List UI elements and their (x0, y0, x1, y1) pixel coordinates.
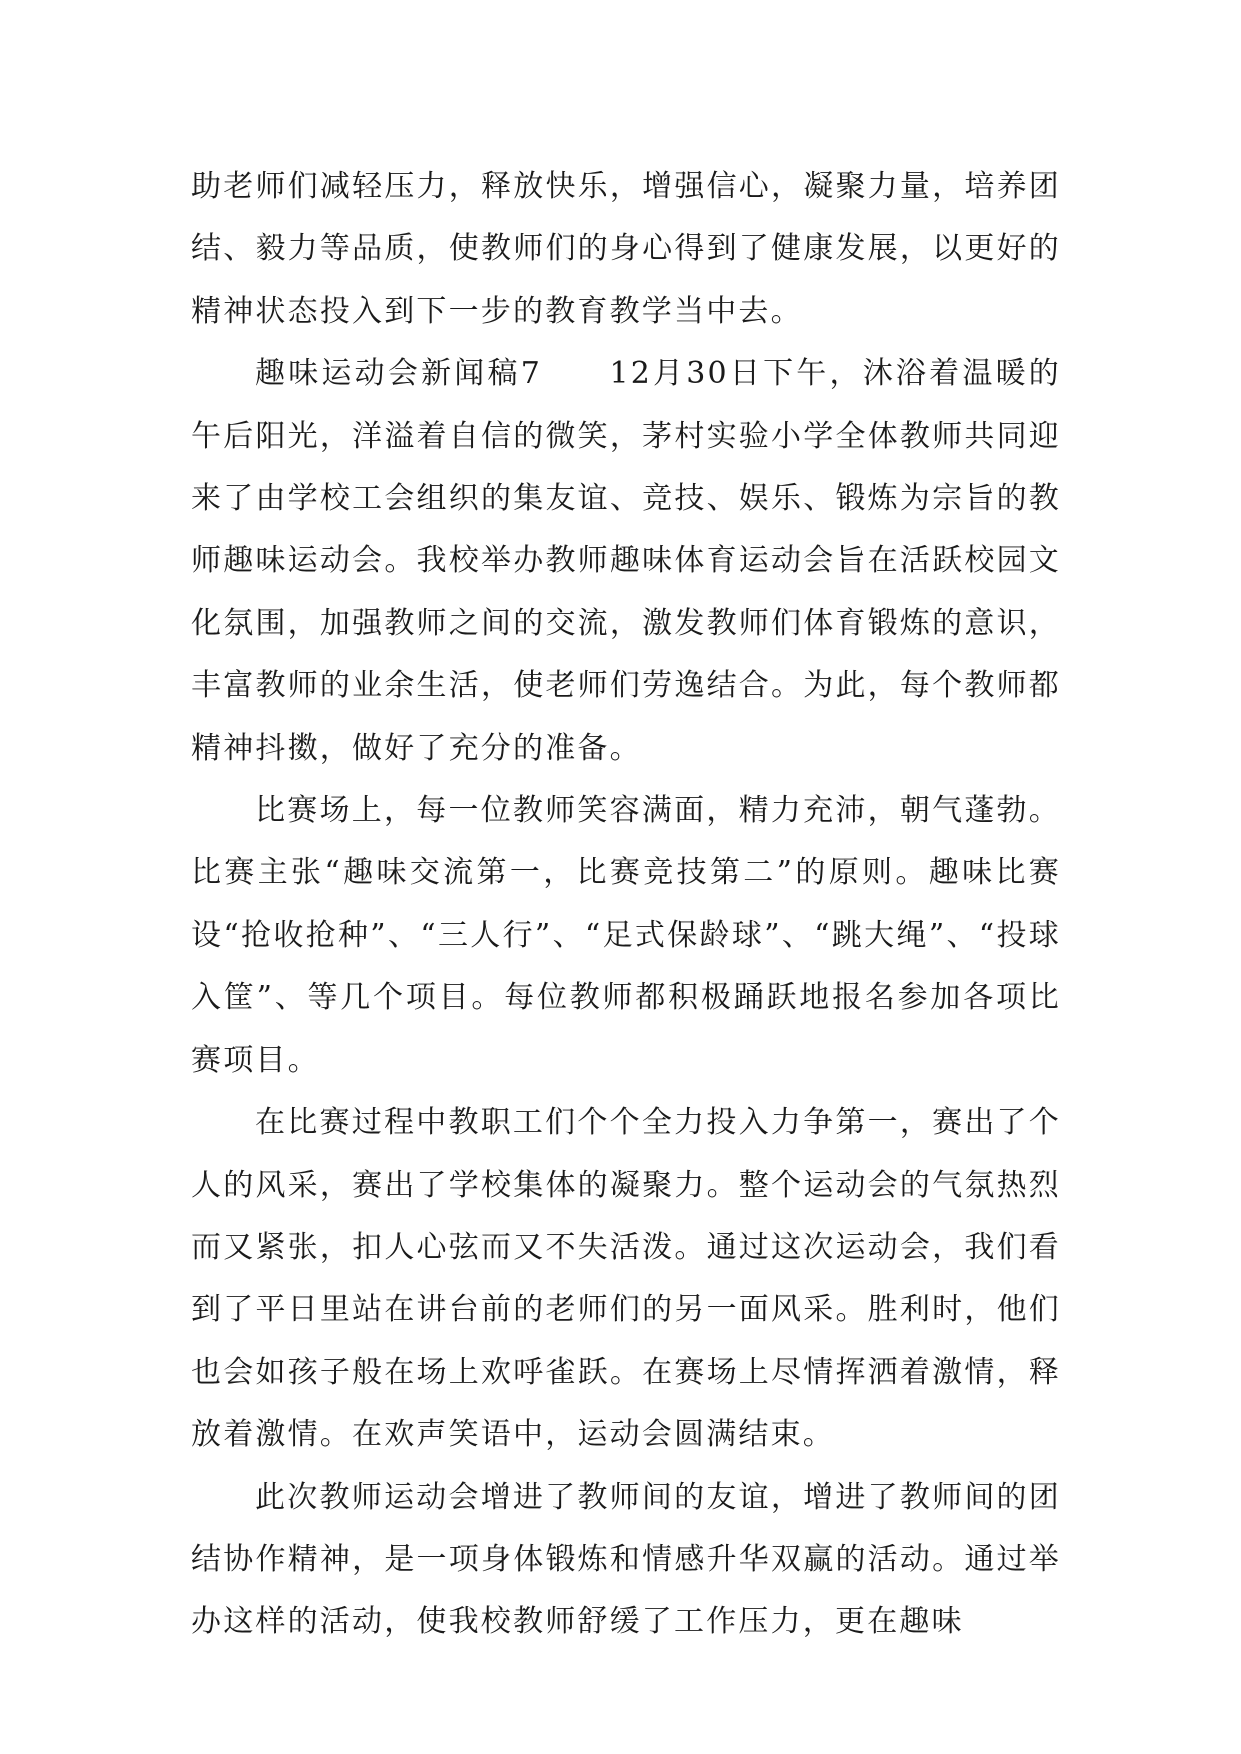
paragraph-news-intro: 趣味运动会新闻稿7 12月30日下午，沐浴着温暖的午后阳光，洋溢着自信的微笑，茅村实验小学全体教师共同迎来了由学校工会组织的集友谊、竞技、娱乐、锻炼为宗旨的教师趣味运动会。我校举办教师趣味体育运动会旨在活跃校园文化氛围，加强教师之间的交流，激发教师们体育锻炼的意识，丰富教师的业余生活，使老师们劳逸结合。为此，每个教师都精神抖擞，做好了充分的准备。 (191, 356, 1061, 766)
paragraph-conclusion: 此次教师运动会增进了教师间的友谊，增进了教师间的团结协作精神，是一项身体锻炼和情感升华双赢的活动。通过举办这样的活动，使我校教师舒缓了工作压力，更在趣味 (191, 1479, 1061, 1640)
paragraph-competition-process: 在比赛过程中教职工们个个全力投入力争第一，赛出了个人的风采，赛出了学校集体的凝聚力。整个运动会的气氛热烈而又紧张，扣人心弦而又不失活泼。通过这次运动会，我们看到了平日里站在讲台前的老师们的另一面风采。胜利时，他们也会如孩子般在场上欢呼雀跃。在赛场上尽情挥洒着激情，释放着激情。在欢声笑语中，运动会圆满结束。 (191, 1105, 1061, 1453)
paragraph-continued: 助老师们减轻压力，释放快乐，增强信心，凝聚力量，培养团结、毅力等品质，使教师们的身心得到了健康发展，以更好的精神状态投入到下一步的教育教学当中去。 (191, 169, 1061, 329)
document-body (191, 156, 1061, 1654)
paragraph-competition-events: 比赛场上，每一位教师笑容满面，精力充沛，朝气蓬勃。比赛主张“趣味交流第一，比赛竞技第二”的原则。趣味比赛设“抢收抢种”、“三人行”、“足式保龄球”、“跳大绳”、“投球入筐”、等几个项目。每位教师都积极踊跃地报名参加各项比赛项目。 (191, 793, 1061, 1078)
